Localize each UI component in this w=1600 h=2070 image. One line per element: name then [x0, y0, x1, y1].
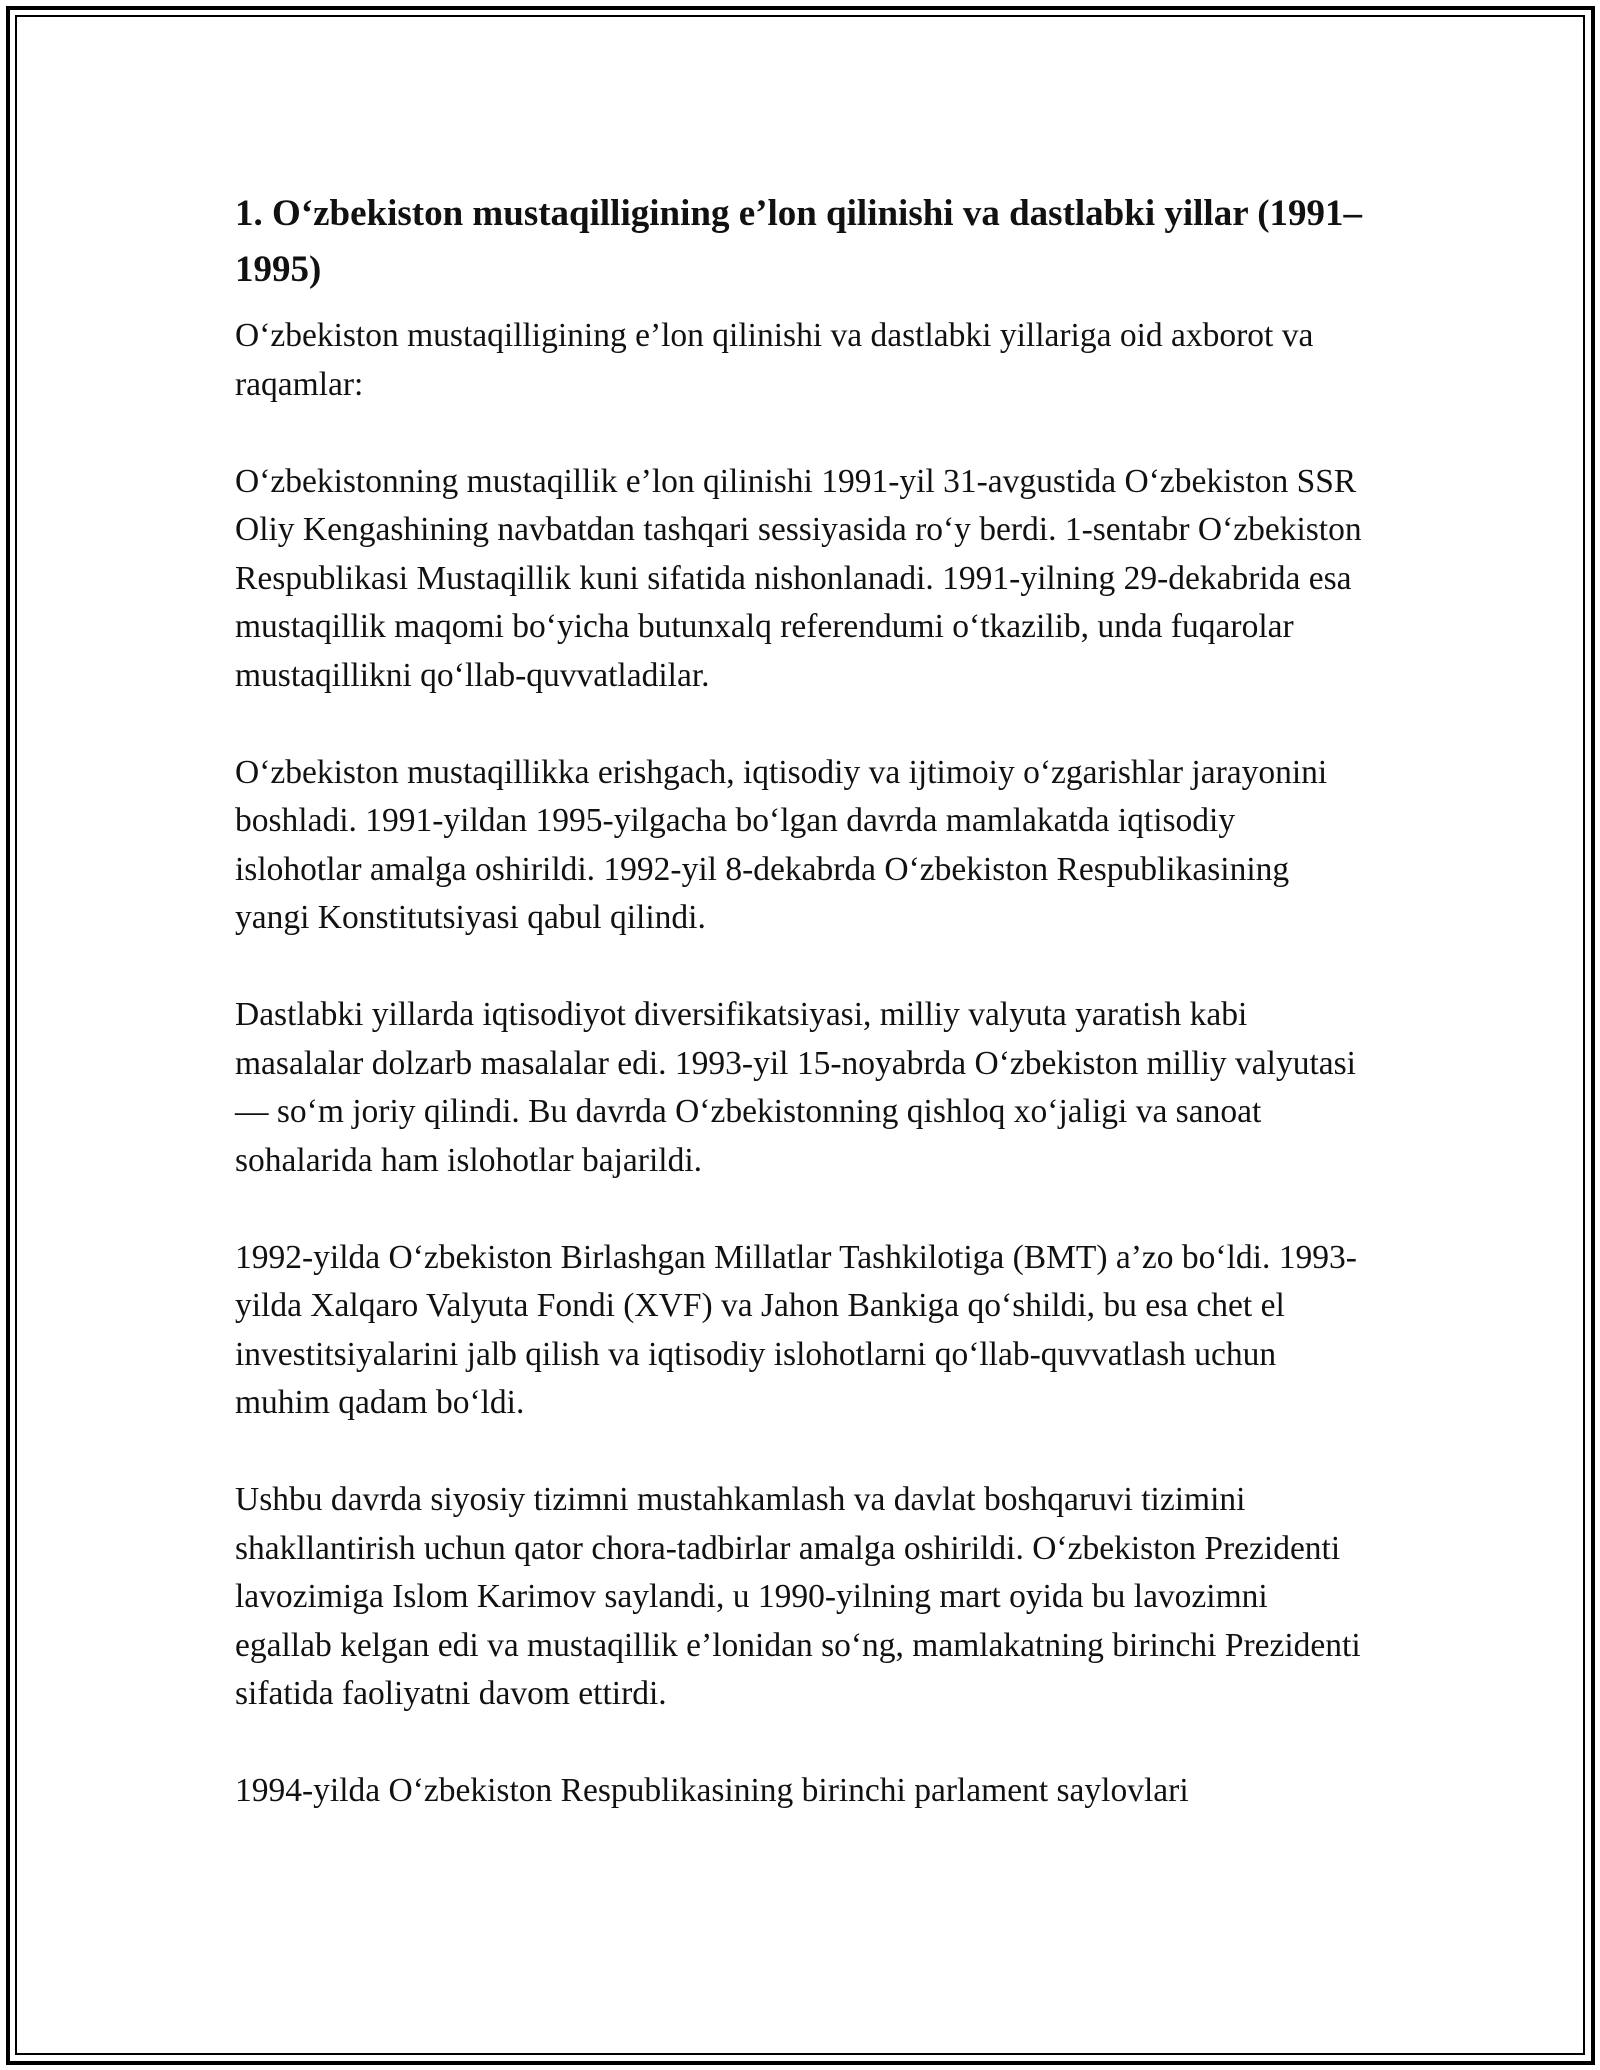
international-paragraph: 1992-yilda O‘zbekiston Birlashgan Millatlar Tashkilotiga (BMT) a’zo bo‘ldi. 1993-yilda Xalqaro Valyuta Fondi (XVF) va Jahon Bankiga qo‘shildi, bu esa chet el investitsiyalarini jalb qilish va iqtisodiy islohotlarni qo‘llab-quvvatlash uchun muhim qadam bo‘ldi.: [235, 1238, 1357, 1421]
political-system-paragraph: Ushbu davrda siyosiy tizimni mustahkamlash va davlat boshqaruvi tizimini shakllantirish uchun qator chora-tadbirlar amalga oshirildi. O‘zbekiston Prezidenti lavozimiga Islom Karimov saylandi, u 1990-yilning mart oyida bu lavozimni egallab kelgan edi va mustaqillik e’lonidan so‘ng, mamlakatning birinchi Prezidenti sifatida faoliyatni davom ettirdi.: [235, 1481, 1361, 1712]
currency-paragraph: Dastlabki yillarda iqtisodiyot diversifikatsiyasi, milliy valyuta yaratish kabi masalalar dolzarb masalalar edi. 1993-yil 15-noyabrda O‘zbekiston milliy valyutasi — so‘m joriy qilindi. Bu davrda O‘zbekistonning qishloq xo‘jaligi va sanoat sohalarida ham islohotlar bajarildi.: [235, 996, 1356, 1179]
section-heading: 1. O‘zbekiston mustaqilligining e’lon qilinishi va dastlabki yillar (1991–1995): [235, 193, 1363, 290]
elections-paragraph: 1994-yilda O‘zbekiston Respublikasining birinchi parlament saylovlari: [235, 1772, 1189, 1809]
independence-paragraph: O‘zbekistonning mustaqillik e’lon qilinishi 1991-yil 31-avgustida O‘zbekiston SSR Oliy Kengashining navbatdan tashqari sessiyasida ro‘y berdi. 1-sentabr O‘zbekiston Respublikasi Mustaqillik kuni sifatida nishonlanadi. 1991-yilning 29-dekabrida esa mustaqillik maqomi bo‘yicha butunxalq referendumi o‘tkazilib, unda fuqarolar mustaqillikni qo‘llab-quvvatladilar.: [235, 462, 1362, 694]
reforms-paragraph: O‘zbekiston mustaqillikka erishgach, iqtisodiy va ijtimoiy o‘zgarishlar jarayonini boshladi. 1991-yildan 1995-yilgacha bo‘lgan davrda mamlakatda iqtisodiy islohotlar amalga oshirildi. 1992-yil 8-dekabrda O‘zbekiston Respublikasining yangi Konstitutsiyasi qabul qilindi.: [235, 753, 1328, 936]
intro-paragraph: O‘zbekiston mustaqilligining e’lon qilinishi va dastlabki yillariga oid axborot va raqamlar:: [235, 317, 1314, 403]
document-body: [235, 186, 1365, 1864]
